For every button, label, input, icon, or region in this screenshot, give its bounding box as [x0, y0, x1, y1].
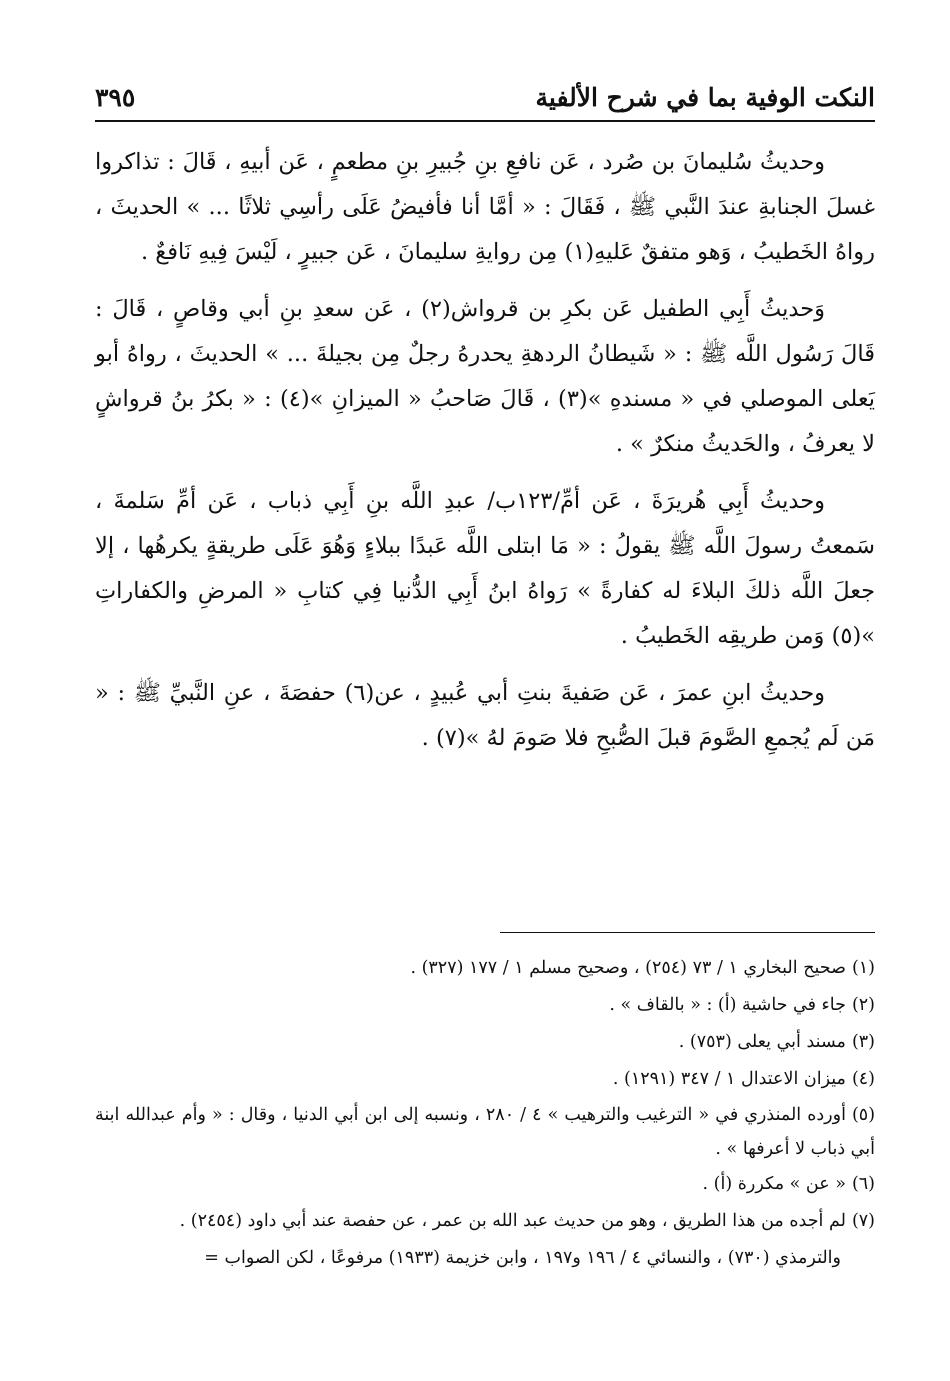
footnote [95, 987, 875, 1024]
page-header [95, 66, 875, 112]
footnote [95, 1166, 875, 1203]
footnote-text: مسند أبي يعلى (٧٥٣) . [678, 1032, 846, 1052]
footnote-text: « عن » مكررة (أ) . [702, 1174, 846, 1194]
footnote-number: (٧) [851, 1211, 875, 1231]
footnote [95, 1061, 875, 1098]
footnote-text: أورده المنذري في « الترغيب والترهيب » ٤ / ٢٨٠ ، ونسبه إلى ابن أبي الدنيا ، وقال : « وأم عبدالله ابنة أبي ذباب لا أعرفها » . [95, 1105, 875, 1159]
footnote-text: جاء في حاشية (أ) : « بالقاف » . [609, 995, 846, 1015]
footnote-number: (٦) [851, 1174, 875, 1194]
running-title: النكت الوفية بما في شرح الألفية [535, 83, 875, 112]
paragraph: وَحديثُ أَبِي الطفيل عَن بكرِ بن قرواش(٢) ، عَن سعدِ بنِ أبي وقاصٍ ، قَالَ : قَالَ رَسُول اللَّه ﷺ : « شَيطانُ الردهةِ يحدرهُ رجلٌ مِن بجيلةَ ... » الحديثَ ، رواهُ أبو يَعلى الموصلي في « مسندهِ »(٣) ، قَالَ صَاحبُ « الميزانِ »(٤) : « بكرُ بنُ قرواشٍ لا يعرفُ ، والحَديثُ منكرٌ » . [95, 296, 875, 457]
paragraph: وحديثُ ابنِ عمرَ ، عَن صَفيةَ بنتِ أبي عُبيدٍ ، عن(٦) حفصَةَ ، عنِ النَّبيِّ ﷺ : « مَن لَم يُجمعِ الصَّومَ قبلَ الصُّبحِ فلا صَومَ لهُ »(٧) . [95, 680, 875, 751]
footnote [95, 1098, 875, 1166]
footnote-number: (٣) [851, 1032, 875, 1052]
footnote-number: (٢) [851, 995, 875, 1015]
footnote-text: لم أجده من هذا الطريق ، وهو من حديث عبد الله بن عمر ، عن حفصة عند أبي داود (٢٤٥٤) . [179, 1211, 846, 1231]
footnote-text: صحيح البخاري ١ / ٧٣ (٢٥٤) ، وصحيح مسلم ١ / ١٧٧ (٣٢٧) . [410, 958, 846, 978]
footnote-continuation: والترمذي (٧٣٠) ، والنسائي ٤ / ١٩٦ و١٩٧ ، وابن خزيمة (١٩٣٣) مرفوعًا ، لكن الصواب = [204, 1248, 841, 1268]
paragraph: وحديثُ أَبِي هُريرَةَ ، عَن أمِّ/١٢٣ب/ عبدِ اللَّه بنِ أَبِي ذباب ، عَن أمِّ سَلمةَ ، سَمعتُ رسولَ اللَّه ﷺ يقولُ : « مَا ابتلى اللَّه عَبدًا ببلاءٍ وَهُوَ عَلَى طريقةٍ يكرهُها ، إلا جعلَ اللَّه ذلكَ البلاءَ له كفارةً » رَواهُ ابنُ أَبِي الدُّنيا فِي كتابِ « المرضِ والكفاراتِ »(٥) وَمن طريقِه الخَطيبُ . [95, 488, 875, 649]
footnote [95, 950, 875, 987]
footnote-text: ميزان الاعتدال ١ / ٣٤٧ (١٢٩١) . [612, 1069, 846, 1089]
header-rule [95, 120, 875, 122]
page-number: ٣٩٥ [95, 83, 136, 112]
footnote [95, 1024, 875, 1061]
footnote-number: (٥) [851, 1105, 876, 1125]
paragraph: وحديثُ سُليمانَ بن صُرد ، عَن نافعِ بنِ جُبيرِ بنِ مطعمٍ ، عَن أبيهِ ، قَالَ : تذاكروا غسلَ الجنابةِ عندَ النَّبي ﷺ ، فَقَالَ : « أمَّا أنا فأفيضُ عَلَى رأسِي ثلاثًا ... » الحديثَ ، رواهُ الخَطيبُ ، وَهو متفقٌ عَليهِ(١) مِن روايةِ سليمانَ ، عَن جبيرٍ ، لَيْسَ فِيهِ نَافعٌ . [95, 149, 875, 265]
footnotes [95, 950, 875, 1277]
footnote [95, 1203, 875, 1240]
main-text [95, 140, 875, 773]
footnote-rule [500, 932, 875, 933]
footnote-number: (٤) [851, 1069, 875, 1089]
footnote-number: (١) [851, 958, 875, 978]
